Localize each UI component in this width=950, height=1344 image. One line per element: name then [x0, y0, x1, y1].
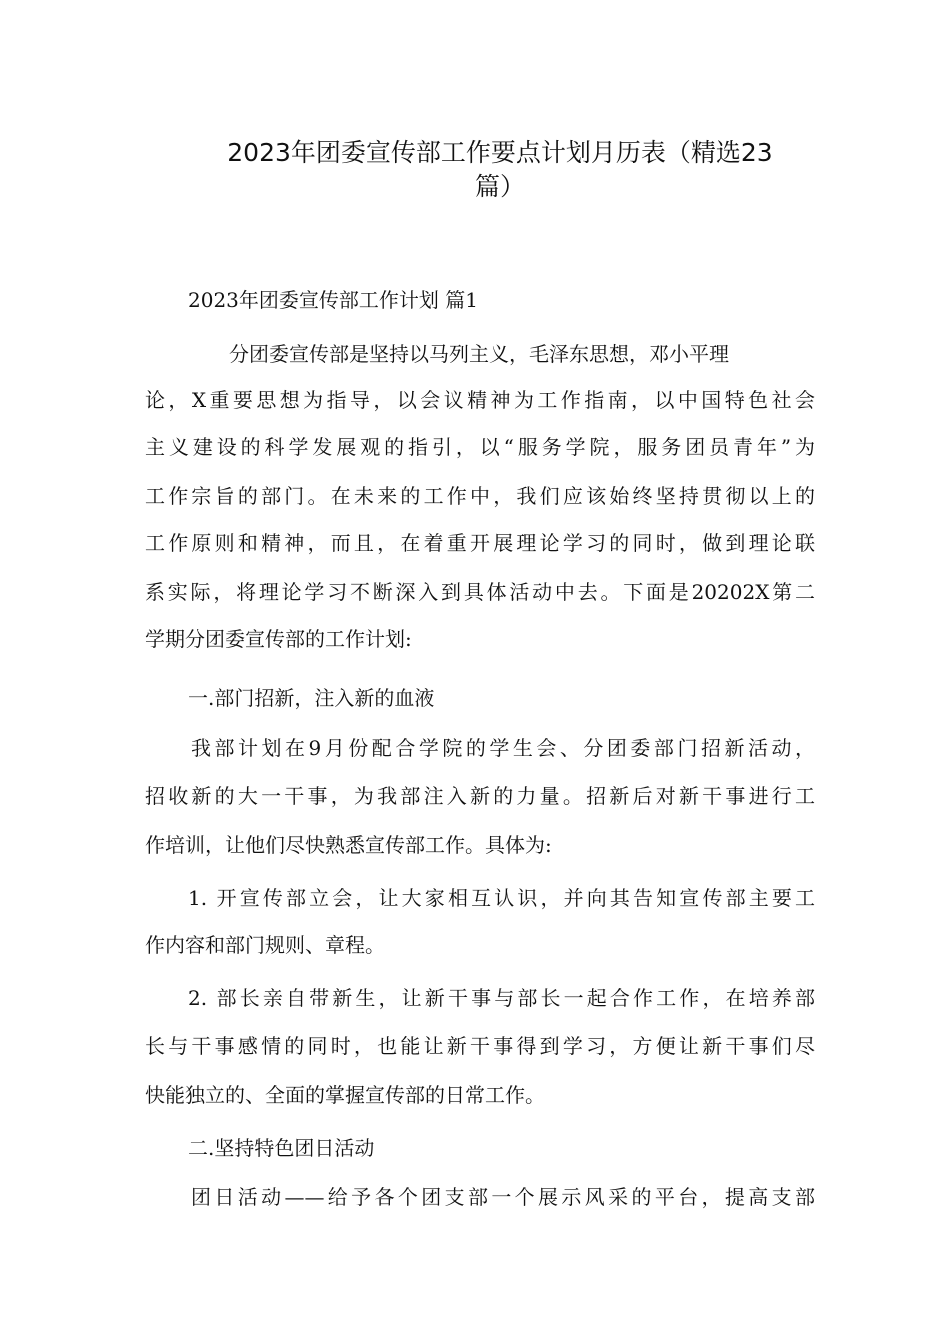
- body-line: 招收新的大一干事，为我部注入新的力量。招新后对新干事进行工: [145, 784, 815, 808]
- section-heading: 二.坚持特色团日活动: [188, 1136, 375, 1160]
- list-item-line: 2. 部长亲自带新生，让新干事与部长一起合作工作，在培养部: [188, 986, 815, 1010]
- body-line: 作培训，让他们尽快熟悉宣传部工作。具体为:: [145, 833, 552, 857]
- section-subtitle: 2023年团委宣传部工作计划 篇1: [188, 288, 478, 312]
- body-line: 工作宗旨的部门。在未来的工作中，我们应该始终坚持贯彻以上的: [145, 484, 815, 508]
- list-item-line: 1. 开宣传部立会，让大家相互认识，并向其告知宣传部主要工: [188, 886, 815, 910]
- list-item-line: 长与干事感情的同时，也能让新干事得到学习，方便让新干事们尽: [145, 1034, 815, 1058]
- body-line: 我部计划在9月份配合学院的学生会、分团委部门招新活动，: [191, 736, 815, 760]
- section-heading: 一.部门招新，注入新的血液: [188, 686, 435, 710]
- body-line: 分团委宣传部是坚持以马列主义，毛泽东思想，邓小平理: [229, 342, 729, 366]
- body-line: 工作原则和精神，而且，在着重开展理论学习的同时，做到理论联: [145, 531, 815, 555]
- body-line: 学期分团委宣传部的工作计划:: [145, 627, 412, 651]
- document-title-line-2: 篇）: [474, 172, 525, 201]
- body-line: 主义建设的科学发展观的指引，以“服务学院，服务团员青年”为: [145, 435, 815, 459]
- body-line: 论，X重要思想为指导，以会议精神为工作指南，以中国特色社会: [145, 388, 815, 412]
- body-line: 团日活动——给予各个团支部一个展示风采的平台，提高支部: [191, 1185, 815, 1209]
- body-line: 系实际，将理论学习不断深入到具体活动中去。下面是20202X第二: [145, 580, 815, 604]
- list-item-line: 快能独立的、全面的掌握宣传部的日常工作。: [145, 1083, 545, 1107]
- document-title-line-1: 2023年团委宣传部工作要点计划月历表（精选23: [227, 138, 773, 167]
- list-item-line: 作内容和部门规则、章程。: [145, 933, 385, 957]
